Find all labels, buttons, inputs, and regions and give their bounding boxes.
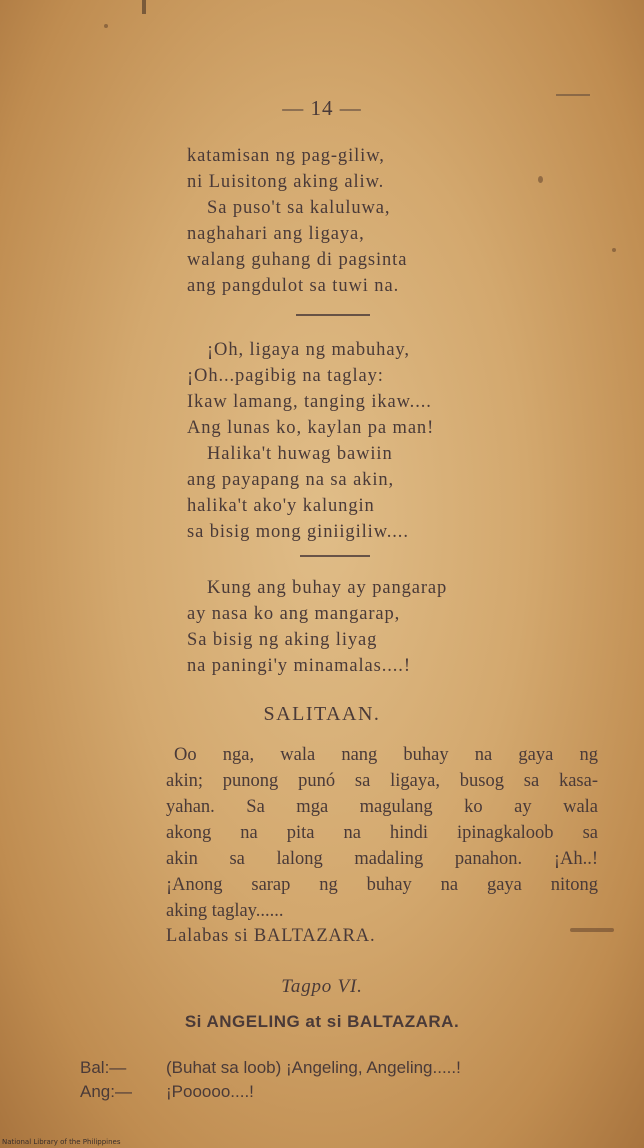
- verse-1: [187, 143, 407, 299]
- verse-line: ang pangdulot sa tuwi na.: [187, 276, 400, 296]
- verse-divider: [296, 314, 370, 316]
- verse-line: Kung ang buhay ay pangarap: [207, 578, 448, 598]
- verse-line: ay nasa ko ang mangarap,: [187, 604, 401, 624]
- verse-line: ¡Oh...pagibig na taglay:: [187, 366, 384, 386]
- verse-line: halika't ako'y kalungin: [187, 496, 375, 516]
- ink-speck: [104, 24, 108, 28]
- verse-line: ¡Oh, ligaya ng mabuhay,: [207, 340, 410, 360]
- prose-line: akong na pita na hindi ipinagkaloob sa: [166, 823, 598, 843]
- verse-divider: [300, 555, 370, 557]
- prose-line: yahan. Sa mga magulang ko ay wala: [166, 797, 598, 817]
- prose-line: aking taglay......: [166, 901, 284, 921]
- library-credit: National Library of the Philippines: [2, 1138, 121, 1146]
- ink-speck: [538, 176, 543, 183]
- dialogue-text: ¡Pooooo....!: [166, 1082, 254, 1101]
- verse-line: sa bisig mong giniigiliw....: [187, 522, 409, 542]
- verse-line: Sa bisig ng aking liyag: [187, 630, 378, 650]
- prose-line: Oo nga, wala nang buhay na gaya ng: [174, 745, 598, 765]
- prose-paragraph: [166, 742, 598, 924]
- verse-line: Ikaw lamang, tanging ikaw....: [187, 392, 432, 412]
- page-number: — 14 —: [282, 96, 362, 120]
- dialogue-line: [80, 1056, 461, 1080]
- dialogue-text: (Buhat sa loob) ¡Angeling, Angeling.....!: [166, 1058, 461, 1077]
- verse-line: Halika't huwag bawiin: [207, 444, 393, 464]
- prose-line: akin; punong punó sa ligaya, busog sa kasa-: [166, 771, 598, 791]
- prose-line: ¡Anong sarap ng buhay na gaya nitong: [166, 875, 598, 895]
- ink-speck: [612, 248, 616, 252]
- verse-line: walang guhang di pagsinta: [187, 250, 408, 270]
- dialogue-line: [80, 1080, 461, 1104]
- scene-title: Tagpo VI.: [281, 976, 363, 997]
- scene-characters: Si ANGELING at si BALTAZARA.: [184, 1012, 460, 1031]
- verse-line: na paningi'y minamalas....!: [187, 656, 411, 676]
- section-heading: SALITAAN.: [263, 703, 381, 725]
- dialogue: [80, 1056, 461, 1104]
- verse-line: ni Luisitong aking aliw.: [187, 172, 385, 192]
- verse-2: [187, 337, 434, 545]
- binding-mark: [142, 0, 146, 14]
- ink-smudge: [570, 928, 614, 932]
- prose-line: akin sa lalong madaling panahon. ¡Ah..!: [166, 849, 598, 869]
- speaker-label: Ang:—: [80, 1082, 132, 1101]
- verse-line: Sa puso't sa kaluluwa,: [207, 198, 391, 218]
- speaker-label: Bal:—: [80, 1058, 127, 1077]
- stage-direction: Lalabas si BALTAZARA.: [166, 926, 376, 946]
- verse-line: naghahari ang ligaya,: [187, 224, 365, 244]
- verse-line: Ang lunas ko, kaylan pa man!: [187, 418, 435, 438]
- verse-3: [187, 575, 447, 679]
- verse-line: ang payapang na sa akin,: [187, 470, 395, 490]
- verse-line: katamisan ng pag-giliw,: [187, 146, 385, 166]
